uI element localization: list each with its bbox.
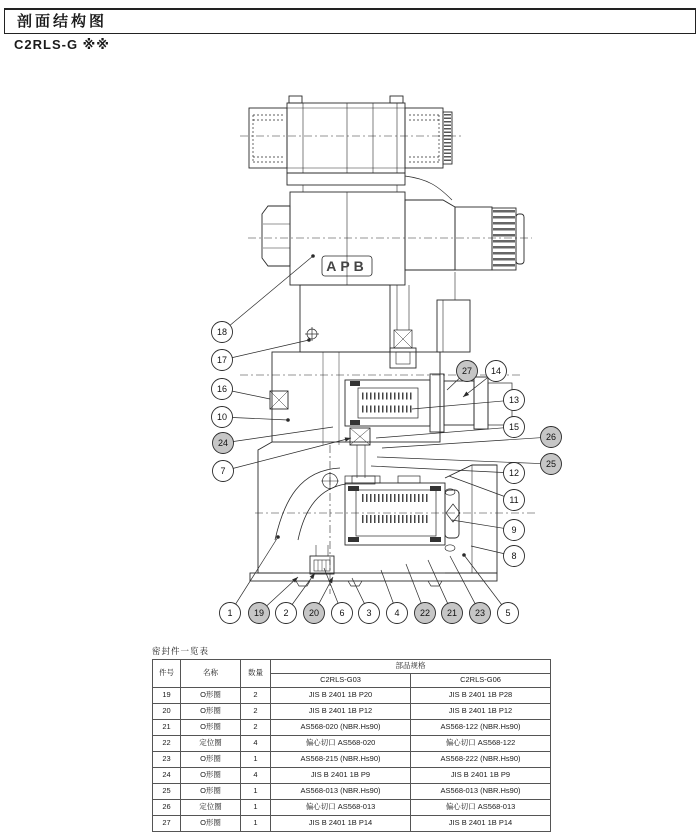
cell-no: 23: [153, 752, 181, 768]
cell-no: 22: [153, 736, 181, 752]
cell-qty: 1: [241, 784, 271, 800]
callout-number: 1: [227, 608, 233, 618]
callout-number: 5: [505, 608, 511, 618]
cell-no: 19: [153, 688, 181, 704]
callout-6: [324, 568, 353, 624]
cell-g03: AS568-013 (NBR.Hs90): [271, 784, 411, 800]
callout-number: 11: [509, 495, 519, 505]
cell-qty: 2: [241, 720, 271, 736]
cell-g06: AS568-122 (NBR.Hs90): [411, 720, 551, 736]
cell-name: O形圈: [181, 688, 241, 704]
cell-g06: 偏心切口 AS568-122: [411, 736, 551, 752]
seal-table-title: 密封件一览表: [152, 646, 210, 656]
col-header-part-no: 件号: [153, 660, 181, 688]
page-title: 剖面结构图: [17, 13, 108, 30]
callout-26: [382, 427, 562, 449]
cell-no: 27: [153, 816, 181, 832]
cell-name: O形圈: [181, 816, 241, 832]
cell-g03: JIS B 2401 1B P9: [271, 768, 411, 784]
col-header-name: 名称: [181, 660, 241, 688]
callout-number: 2: [283, 608, 289, 618]
table-row: [153, 688, 551, 704]
col-header-spec-group: 部品规格: [271, 660, 551, 674]
callout-10: [212, 407, 290, 428]
col-header-g03: C2RLS-G03: [271, 674, 411, 688]
callout-9: [452, 520, 525, 541]
callout-25: [377, 454, 562, 475]
callout-number: 17: [216, 355, 228, 365]
cell-no: 24: [153, 768, 181, 784]
cell-g06: JIS B 2401 1B P14: [411, 816, 551, 832]
apb-body: [248, 192, 532, 285]
callout-number: 19: [253, 608, 265, 618]
callout-number: 25: [545, 459, 557, 469]
callout-number: 12: [508, 468, 520, 478]
cell-g03: 偏心切口 AS568-020: [271, 736, 411, 752]
col-header-qty: 数量: [241, 660, 271, 688]
cell-qty: 1: [241, 816, 271, 832]
callout-8: [471, 546, 525, 567]
top-solenoid-valve: [240, 96, 463, 200]
callout-17: [212, 338, 311, 370]
callout-15: [376, 417, 525, 439]
callout-24: [213, 427, 334, 454]
table-row: [153, 768, 551, 784]
callout-layer: [212, 254, 562, 623]
cell-no: 26: [153, 800, 181, 816]
cell-g06: JIS B 2401 1B P12: [411, 704, 551, 720]
callout-number: 3: [366, 608, 372, 618]
apb-port-label: APB: [326, 258, 368, 274]
callout-3: [352, 578, 380, 624]
left-coil: [249, 108, 287, 168]
callout-number: 9: [511, 525, 517, 535]
callout-number: 14: [490, 366, 502, 376]
table-row: [153, 800, 551, 816]
main-cartridge: [310, 476, 460, 574]
cell-name: O形圈: [181, 768, 241, 784]
cell-g06: AS568-222 (NBR.Hs90): [411, 752, 551, 768]
cell-qty: 1: [241, 752, 271, 768]
cell-name: O形圈: [181, 720, 241, 736]
seal-table: [152, 659, 551, 832]
cell-g03: JIS B 2401 1B P12: [271, 704, 411, 720]
callout-number: 20: [308, 608, 320, 618]
right-coil: [405, 108, 443, 168]
table-row: [153, 704, 551, 720]
right-block: [445, 465, 497, 573]
table-row: [153, 752, 551, 768]
callout-number: 7: [220, 466, 226, 476]
cell-name: O形圈: [181, 704, 241, 720]
callout-number: 27: [461, 366, 473, 376]
cell-g06: 偏心切口 AS568-013: [411, 800, 551, 816]
cell-no: 25: [153, 784, 181, 800]
cell-g06: AS568-013 (NBR.Hs90): [411, 784, 551, 800]
callout-number: 23: [474, 608, 486, 618]
seal-list-section: [152, 645, 550, 832]
cell-name: 定位圈: [181, 736, 241, 752]
table-row: [153, 784, 551, 800]
cell-qty: 1: [241, 800, 271, 816]
cell-g03: 偏心切口 AS568-013: [271, 800, 411, 816]
cell-g03: JIS B 2401 1B P20: [271, 688, 411, 704]
table-row: [153, 720, 551, 736]
cell-no: 21: [153, 720, 181, 736]
callout-number: 8: [511, 551, 517, 561]
callout-number: 13: [508, 395, 520, 405]
cell-qty: 2: [241, 704, 271, 720]
model-code: C2RLS-G ※※: [14, 37, 110, 52]
pilot-valve-body: [300, 272, 470, 368]
cell-qty: 4: [241, 768, 271, 784]
cell-name: O形圈: [181, 752, 241, 768]
table-row: [153, 736, 551, 752]
callout-number: 6: [339, 608, 345, 618]
callout-number: 4: [394, 608, 400, 618]
callout-12: [371, 463, 525, 484]
callout-number: 24: [217, 438, 229, 448]
cell-qty: 4: [241, 736, 271, 752]
callout-18: [212, 254, 315, 342]
cell-g06: JIS B 2401 1B P9: [411, 768, 551, 784]
cell-name: 定位圈: [181, 800, 241, 816]
cell-name: O形圈: [181, 784, 241, 800]
callout-number: 26: [545, 432, 557, 442]
callout-number: 21: [446, 608, 458, 618]
table-row: [153, 816, 551, 832]
callout-number: 10: [216, 412, 228, 422]
callout-4: [381, 570, 408, 624]
seal-table-body: [153, 688, 551, 832]
callout-number: 16: [216, 384, 228, 394]
cell-qty: 2: [241, 688, 271, 704]
cell-g03: JIS B 2401 1B P14: [271, 816, 411, 832]
cell-g03: AS568-215 (NBR.Hs90): [271, 752, 411, 768]
callout-16: [212, 379, 271, 400]
cell-g03: AS568-020 (NBR.Hs90): [271, 720, 411, 736]
callout-number: 18: [216, 327, 228, 337]
callout-number: 22: [419, 608, 431, 618]
cell-g06: JIS B 2401 1B P28: [411, 688, 551, 704]
col-header-g06: C2RLS-G06: [411, 674, 551, 688]
callout-number: 15: [508, 422, 520, 432]
hex-plug: [262, 206, 290, 266]
cell-no: 20: [153, 704, 181, 720]
